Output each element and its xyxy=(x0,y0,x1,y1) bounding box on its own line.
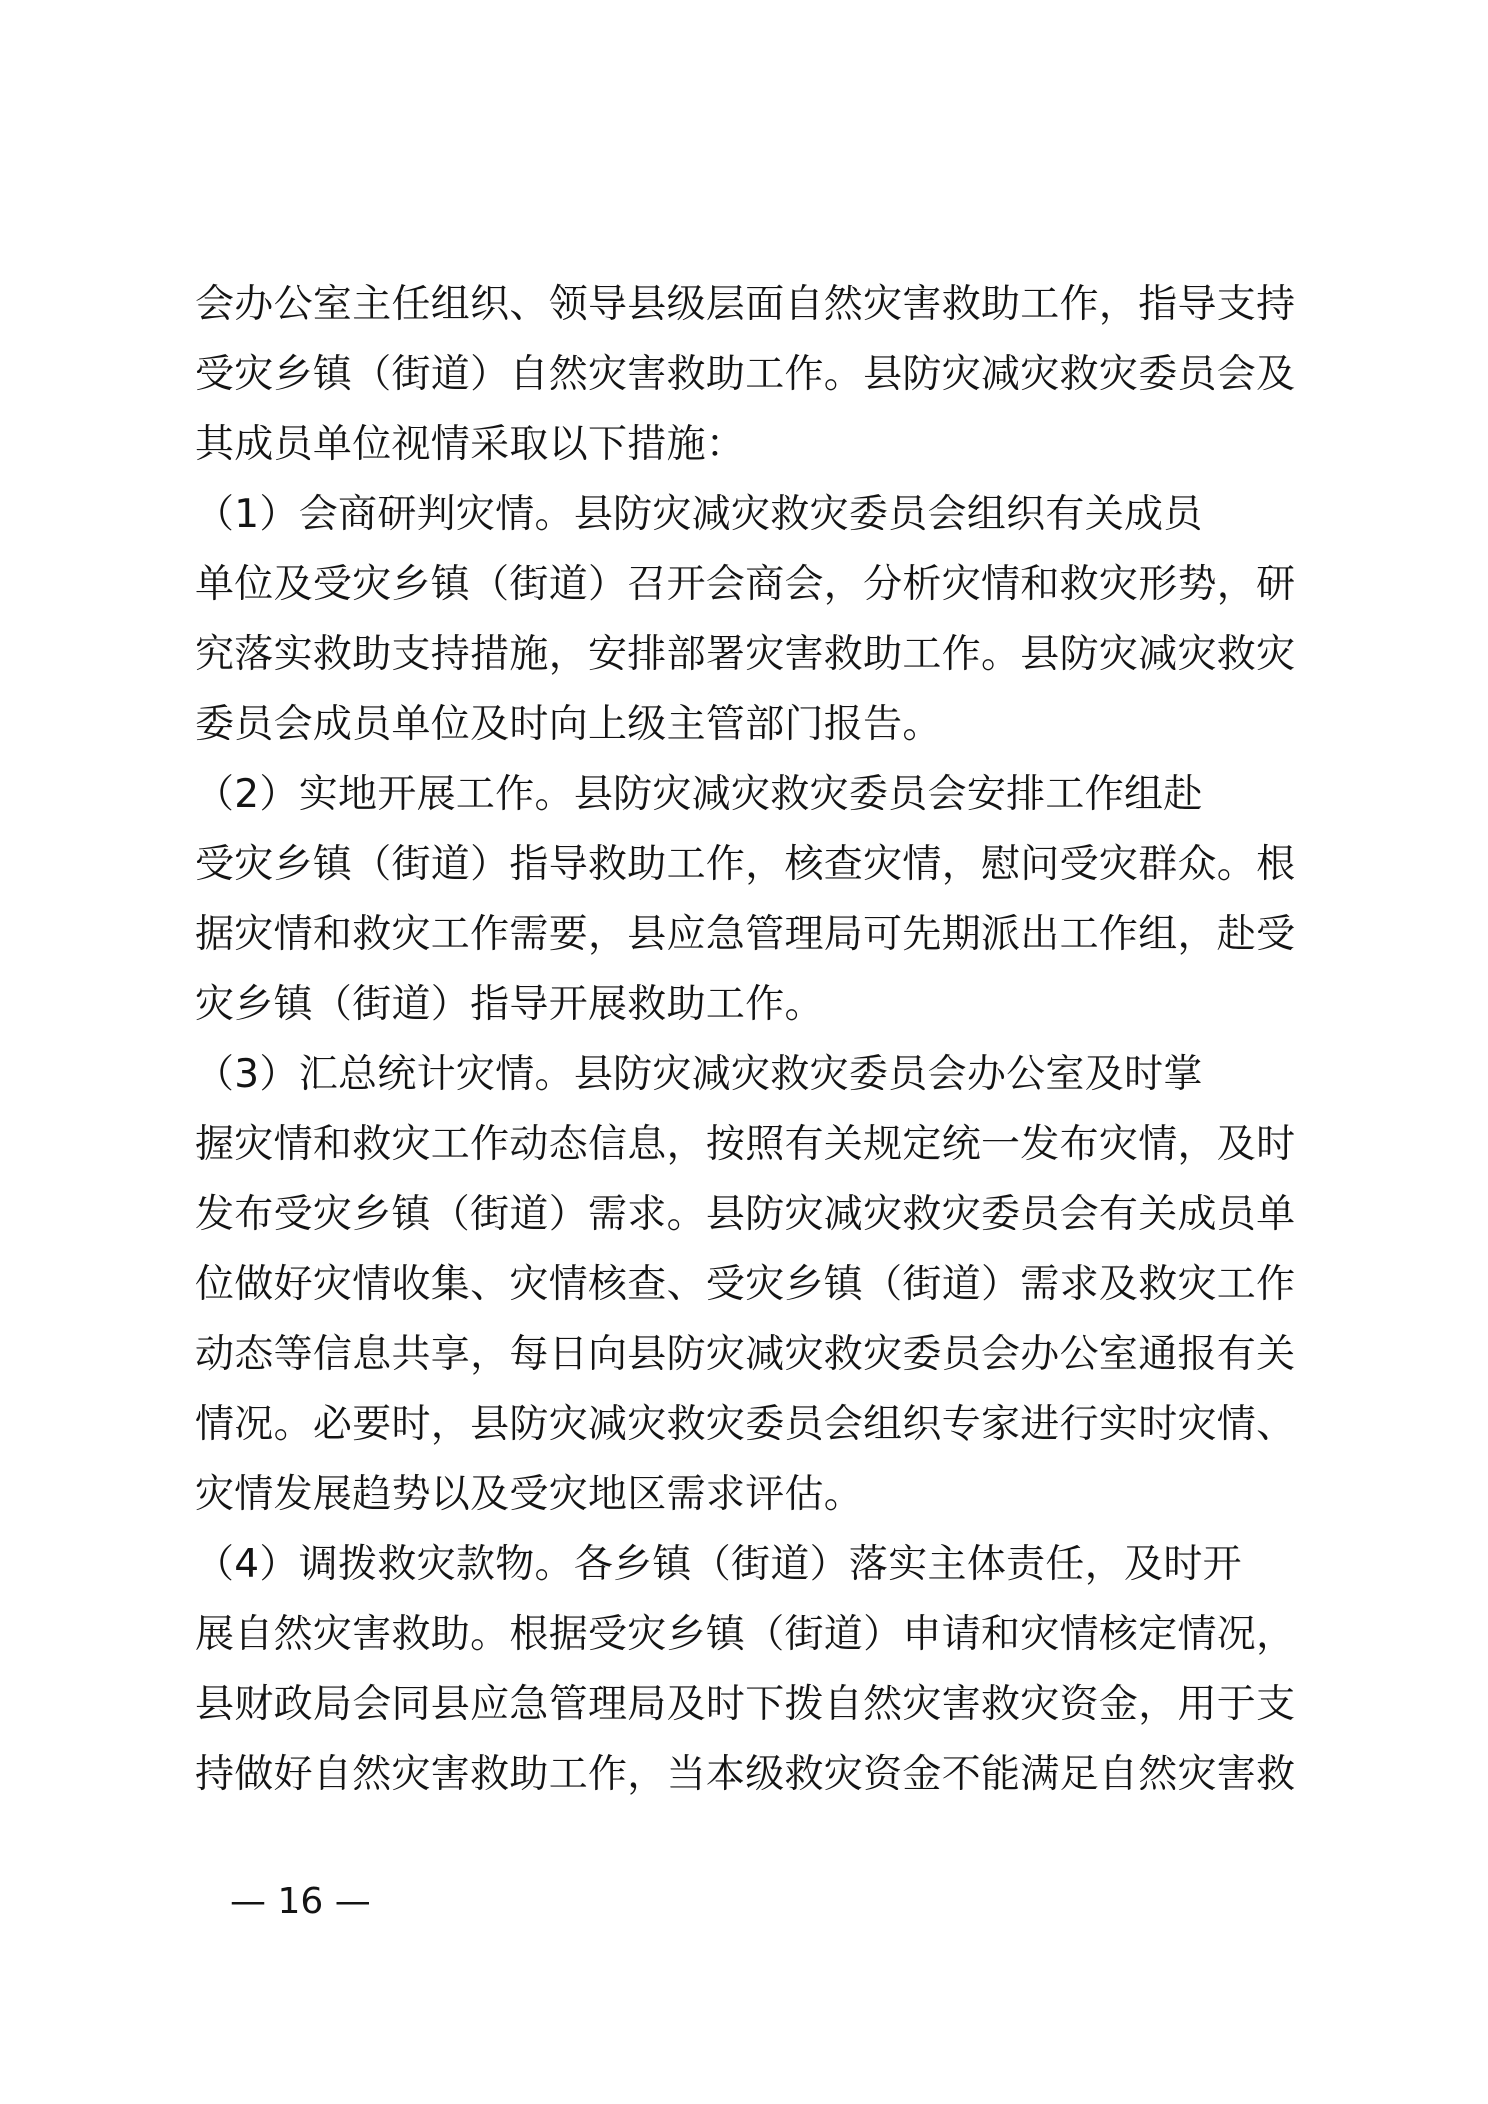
text-line: （3）汇总统计灾情。县防灾减灾救灾委员会办公室及时掌 xyxy=(195,1052,1203,1097)
text-line: （2）实地开展工作。县防灾减灾救灾委员会安排工作组赴 xyxy=(195,772,1203,817)
text-line: 动态等信息共享，每日向县防灾减灾救灾委员会办公室通报有关 xyxy=(195,1332,1296,1377)
text-line: 其成员单位视情采取以下措施： xyxy=(195,422,746,467)
text-line: 究落实救助支持措施，安排部署灾害救助工作。县防灾减灾救灾 xyxy=(195,632,1296,677)
text-line: 单位及受灾乡镇（街道）召开会商会，分析灾情和救灾形势，研 xyxy=(195,562,1296,607)
page-number: — 16 — xyxy=(230,1881,371,1922)
text-line: 据灾情和救灾工作需要，县应急管理局可先期派出工作组，赴受 xyxy=(195,912,1296,957)
text-line: 灾乡镇（街道）指导开展救助工作。 xyxy=(195,982,824,1027)
text-line: 灾情发展趋势以及受灾地区需求评估。 xyxy=(195,1472,864,1517)
text-line: （4）调拨救灾款物。各乡镇（街道）落实主体责任，及时开 xyxy=(195,1542,1242,1587)
text-line: 会办公室主任组织、领导县级层面自然灾害救助工作，指导支持 xyxy=(195,282,1296,327)
text-line: 展自然灾害救助。根据受灾乡镇（街道）申请和灾情核定情况， xyxy=(195,1612,1296,1657)
text-line: 委员会成员单位及时向上级主管部门报告。 xyxy=(195,702,942,747)
text-line: 发布受灾乡镇（街道）需求。县防灾减灾救灾委员会有关成员单 xyxy=(195,1192,1296,1237)
text-line: 情况。必要时，县防灾减灾救灾委员会组织专家进行实时灾情、 xyxy=(195,1402,1296,1447)
text-line: 持做好自然灾害救助工作，当本级救灾资金不能满足自然灾害救 xyxy=(195,1752,1296,1797)
text-line: 受灾乡镇（街道）指导救助工作，核查灾情，慰问受灾群众。根 xyxy=(195,842,1296,887)
text-line: 握灾情和救灾工作动态信息，按照有关规定统一发布灾情，及时 xyxy=(195,1122,1296,1167)
text-line: 位做好灾情收集、灾情核查、受灾乡镇（街道）需求及救灾工作 xyxy=(195,1262,1296,1307)
text-line: 受灾乡镇（街道）自然灾害救助工作。县防灾减灾救灾委员会及 xyxy=(195,352,1296,397)
text-line: （1）会商研判灾情。县防灾减灾救灾委员会组织有关成员 xyxy=(195,492,1203,537)
text-line: 县财政局会同县应急管理局及时下拨自然灾害救灾资金，用于支 xyxy=(195,1682,1296,1727)
